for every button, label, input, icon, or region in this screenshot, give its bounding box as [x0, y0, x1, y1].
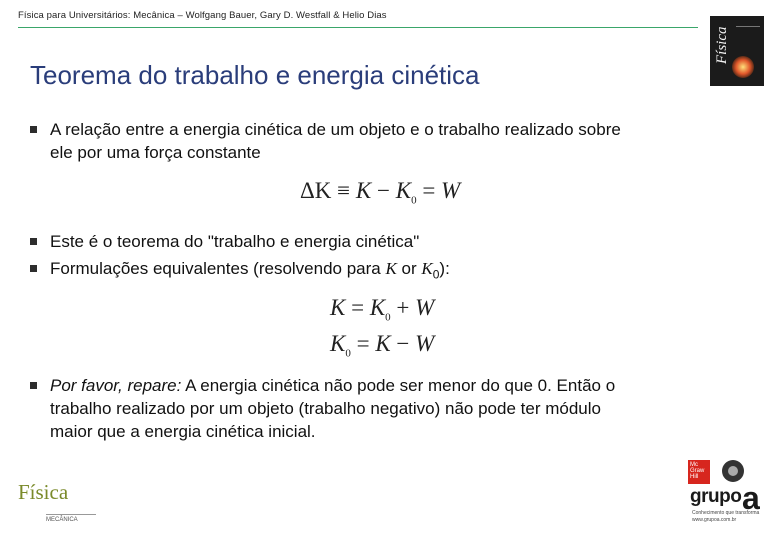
eq1-equiv: ≡ — [337, 178, 351, 203]
bullet-square-icon — [30, 238, 37, 245]
eq2-equals: = — [351, 295, 365, 320]
eq1-k0: K — [395, 178, 412, 203]
bullet-square-icon — [30, 265, 37, 272]
eq3-k: K — [375, 331, 391, 356]
book-cover-image — [710, 16, 764, 86]
seal-icon — [722, 460, 744, 482]
bullet-4-line-2: trabalho realizado por um objeto (trabalho negativo) não pode ter módulo — [50, 399, 601, 418]
eq1-equals: = — [422, 178, 436, 203]
eq2-plus: + — [396, 295, 410, 320]
bullet-4-emphasis: Por favor, repare: — [50, 376, 182, 395]
eq3-w: W — [415, 331, 435, 356]
eq1-k: K — [355, 178, 372, 203]
header-citation: Física para Universitários: Mecânica – Wolfgang Bauer, Gary D. Westfall & Helio Dias — [18, 10, 387, 21]
slide-title: Teorema do trabalho e energia cinética — [30, 60, 480, 90]
bullet-1-line-2: ele por uma força constante — [50, 143, 261, 162]
bullet-3-suffix: ): — [439, 259, 450, 278]
grupo-a-logo-text: grupo — [690, 486, 742, 507]
equation-k0-solved — [330, 331, 434, 360]
bullet-square-icon — [30, 382, 37, 389]
eq2-sub0: 0 — [385, 311, 391, 324]
bullet-4-line-3: maior que a energia cinética inicial. — [50, 422, 316, 441]
eq3-equals: = — [356, 331, 370, 356]
eq1-minus: − — [376, 178, 390, 203]
bullet-3-prefix: Formulações equivalentes (resolvendo para — [50, 259, 386, 278]
bullet-2-text: Este é o teorema do "trabalho e energia cinética" — [50, 232, 420, 251]
eq3-sub0: 0 — [345, 347, 351, 360]
cover-flare — [732, 56, 754, 78]
bullet-3-or: or — [396, 259, 422, 278]
bullet-square-icon — [30, 126, 37, 133]
eq1-w: W — [441, 178, 461, 203]
book-logo-title: Física — [18, 480, 69, 504]
book-logo — [18, 480, 102, 530]
eq2-k: K — [330, 295, 346, 320]
eq2-k0: K — [369, 295, 386, 320]
eq1-delta-k: ΔK — [300, 178, 332, 203]
grupo-a-logo-letter: a — [742, 480, 760, 516]
eq2-w: W — [415, 295, 435, 320]
bullet-3-k0: K — [421, 259, 433, 278]
eq1-sub0: 0 — [411, 194, 417, 207]
cover-decoration — [736, 26, 760, 27]
grupo-a-tagline: Conhecimento que transforma www.grupoa.com.br — [692, 510, 760, 523]
eq3-minus: − — [396, 331, 410, 356]
equation-work-energy — [300, 178, 460, 207]
bullet-3-k: K — [385, 259, 397, 278]
bullet-1-line-1: A relação entre a energia cinética de um objeto e o trabalho realizado sobre — [50, 120, 621, 139]
mcgraw-hill-logo: Mc Graw Hill — [688, 460, 710, 484]
bullet-4-line-1: A energia cinética não pode ser menor do que 0. Então o — [181, 376, 616, 395]
bullet-3-sub0: 0 — [432, 267, 440, 282]
book-logo-subtitle: MECÂNICA — [46, 514, 96, 523]
eq3-k0: K — [330, 331, 346, 356]
publisher-logos — [688, 460, 772, 532]
cover-title: Física — [714, 26, 730, 64]
equation-k-solved — [330, 295, 434, 324]
header-divider — [18, 27, 698, 28]
